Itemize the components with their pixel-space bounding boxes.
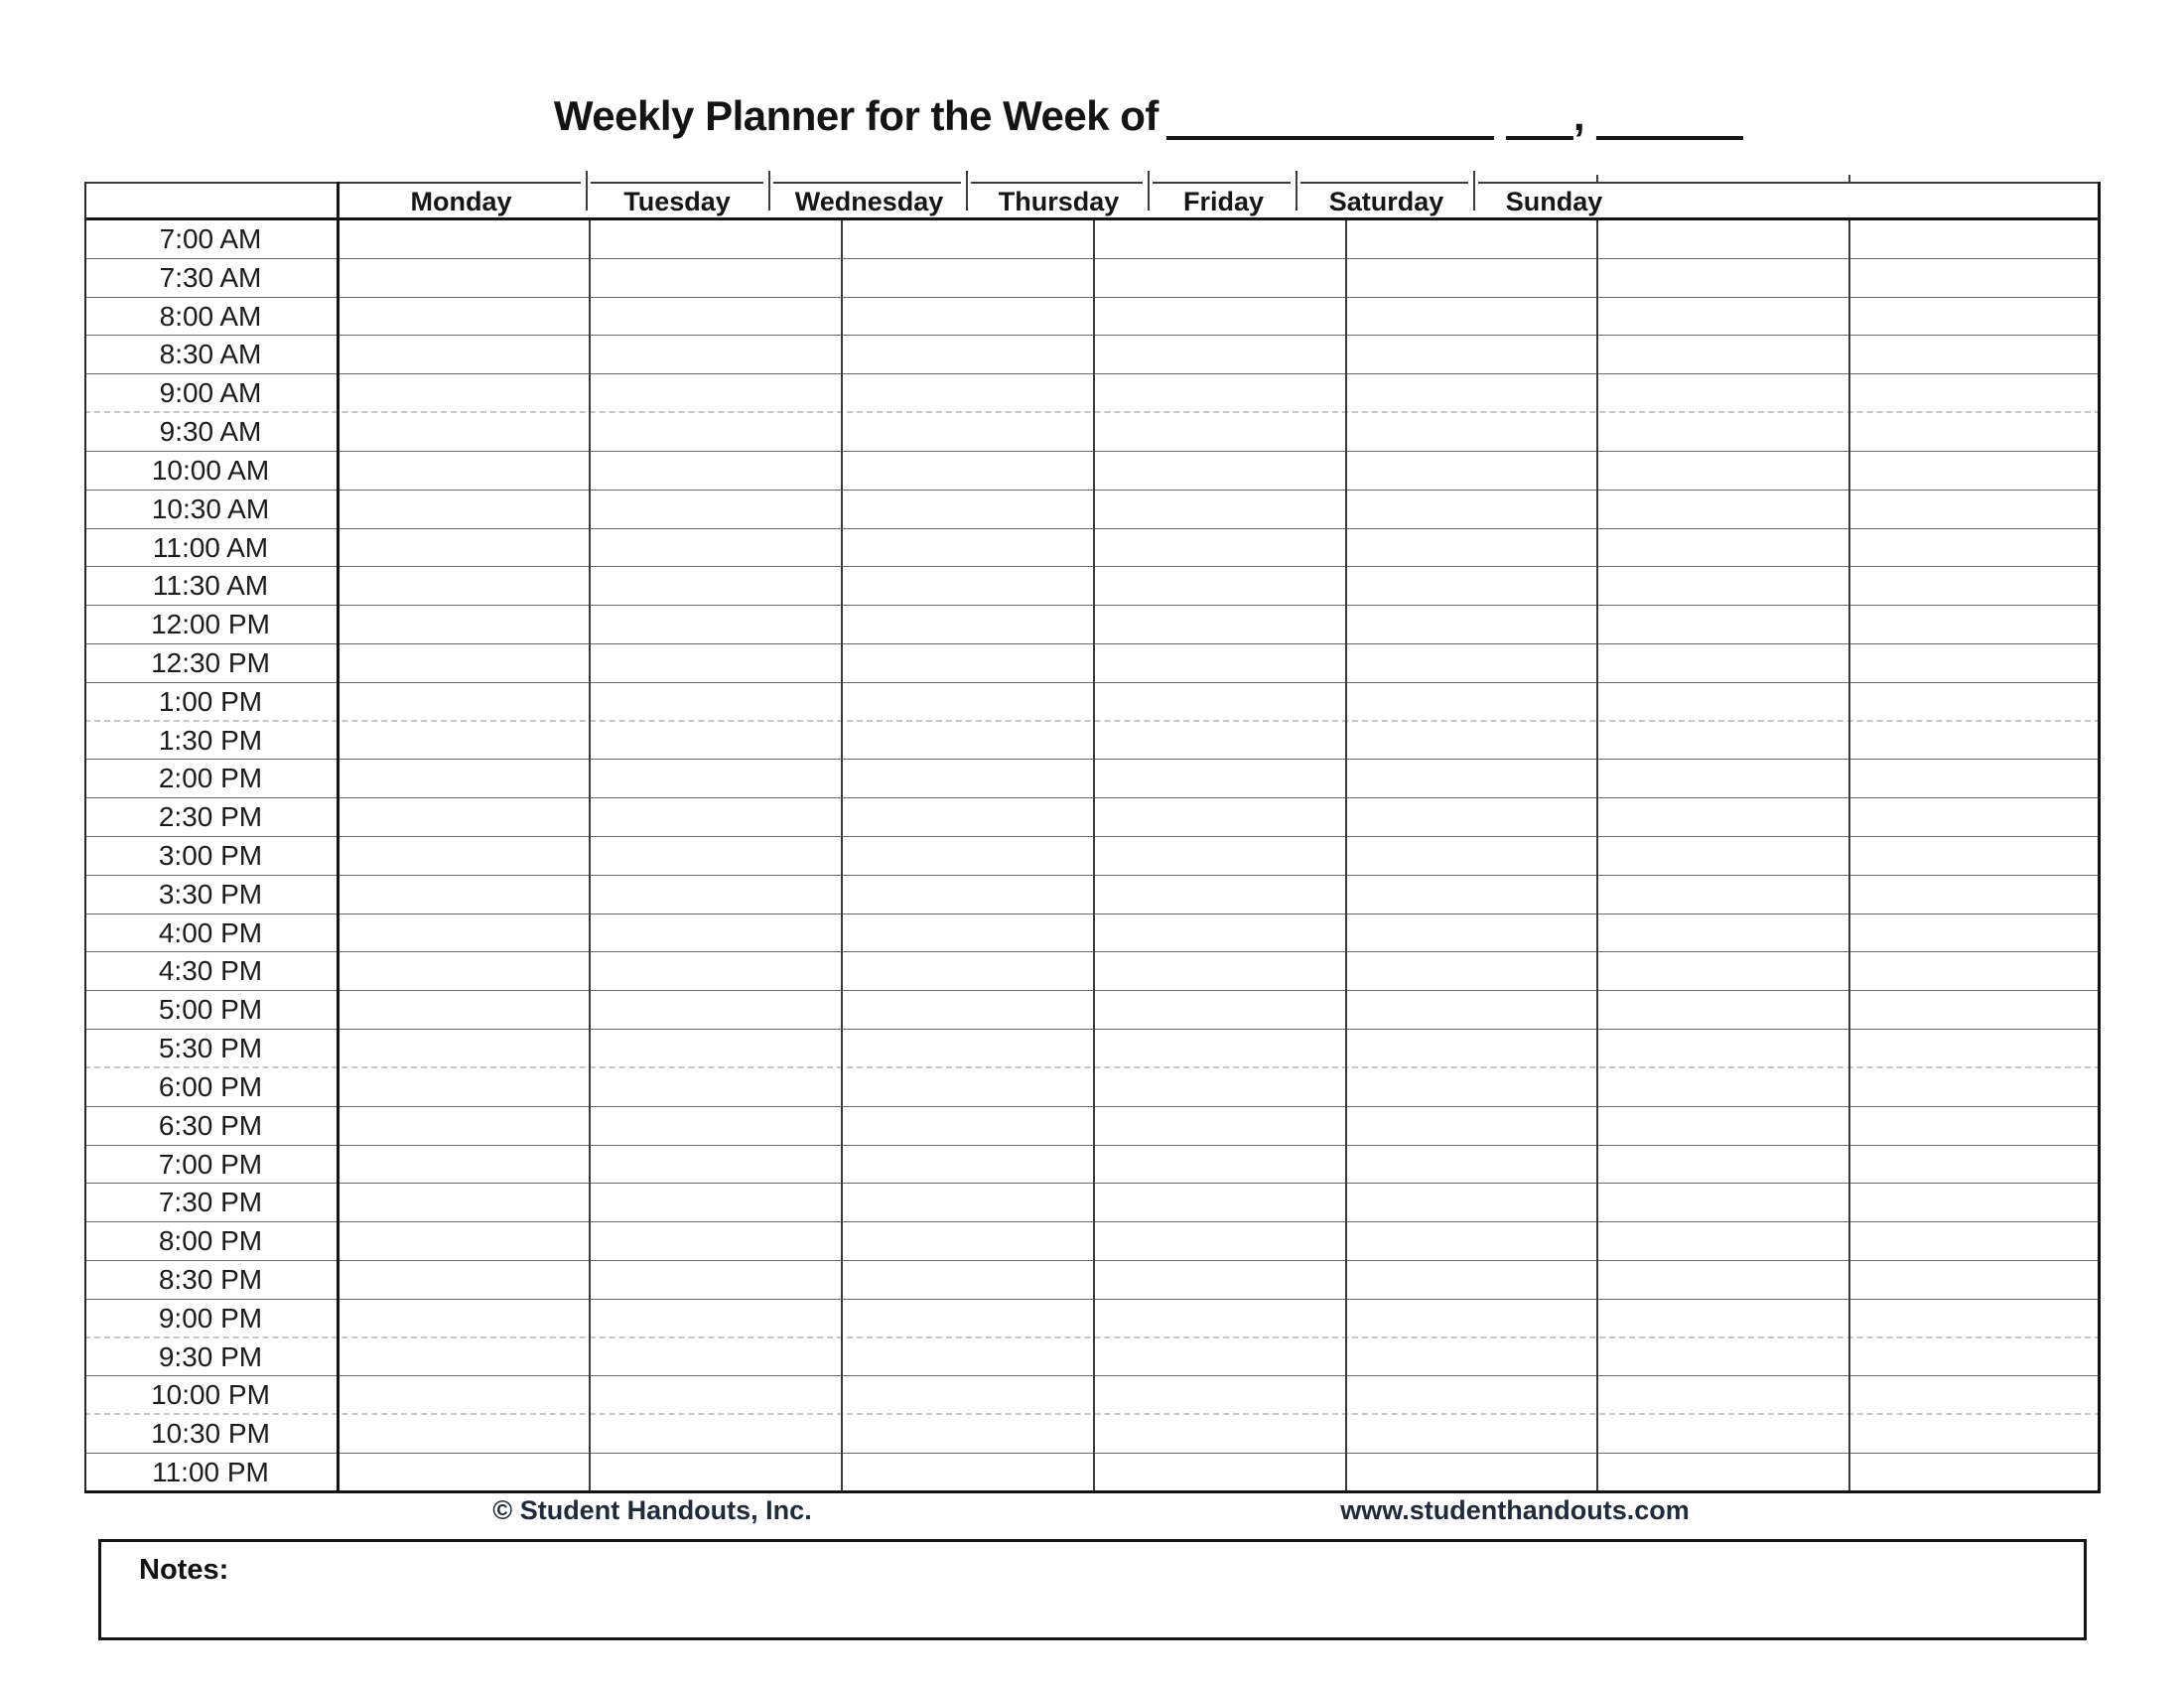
footer-website-link[interactable]: www.studenthandouts.com xyxy=(1340,1495,1690,1525)
header-separator-tick xyxy=(1296,171,1297,211)
column-divider xyxy=(1848,220,1850,1493)
header-separator-tick xyxy=(1148,171,1150,211)
day-header-saturday: Saturday xyxy=(1328,187,1444,216)
time-label: 9:00 PM xyxy=(158,1302,263,1334)
column-divider xyxy=(1596,220,1598,1493)
column-divider xyxy=(841,220,843,1493)
header-separator-tick xyxy=(1473,171,1475,211)
time-label: 10:00 PM xyxy=(151,1379,270,1411)
title-comma: , xyxy=(1572,92,1585,139)
time-label: 7:30 AM xyxy=(159,261,262,293)
time-label: 3:30 PM xyxy=(158,878,263,910)
time-label: 1:30 PM xyxy=(158,724,263,756)
notes-label: Notes: xyxy=(139,1554,229,1586)
time-label: 10:00 AM xyxy=(151,454,270,486)
time-label: 8:00 AM xyxy=(159,300,262,332)
time-label: 11:30 AM xyxy=(152,570,269,602)
time-label: 4:30 PM xyxy=(158,955,263,987)
column-top-tick xyxy=(1848,175,1850,184)
time-label: 11:00 AM xyxy=(152,531,269,563)
column-divider xyxy=(1345,220,1347,1493)
time-label: 12:00 PM xyxy=(151,609,270,640)
time-label: 12:30 PM xyxy=(151,646,270,678)
time-label: 9:30 AM xyxy=(159,416,262,448)
day-header-thursday: Thursday xyxy=(998,187,1120,216)
table-bottom-border xyxy=(84,1490,2101,1493)
notes-box[interactable] xyxy=(98,1539,2087,1640)
column-divider xyxy=(1093,220,1095,1493)
time-label: 7:00 PM xyxy=(158,1148,263,1180)
time-label: 6:00 PM xyxy=(158,1070,263,1102)
time-label: 10:30 AM xyxy=(151,492,270,524)
time-label: 8:30 PM xyxy=(158,1263,263,1295)
table-left-border xyxy=(84,182,86,1493)
planner-title xyxy=(554,92,1743,140)
time-label: 2:30 PM xyxy=(158,801,263,833)
time-label: 3:00 PM xyxy=(158,840,263,871)
title-blank-year[interactable] xyxy=(1596,100,1743,140)
table-header-row xyxy=(84,182,2101,220)
time-label: 7:00 AM xyxy=(159,223,262,254)
time-label: 8:00 PM xyxy=(158,1225,263,1257)
header-separator-tick xyxy=(768,171,770,211)
day-header-monday: Monday xyxy=(410,187,512,216)
time-label: 2:00 PM xyxy=(158,763,263,794)
day-header-tuesday: Tuesday xyxy=(623,187,731,216)
footer-copyright: © Student Handouts, Inc. xyxy=(492,1495,812,1525)
time-label: 5:00 PM xyxy=(158,994,263,1026)
header-separator-tick xyxy=(966,171,968,211)
time-label: 4:00 PM xyxy=(158,916,263,948)
day-header-friday: Friday xyxy=(1182,187,1265,216)
day-header-sunday: Sunday xyxy=(1505,187,1603,216)
table-right-border xyxy=(2098,182,2101,1493)
day-header-wednesday: Wednesday xyxy=(794,187,944,216)
time-label: 11:00 PM xyxy=(152,1457,269,1487)
time-label: 10:30 PM xyxy=(151,1418,270,1450)
title-blank-date[interactable] xyxy=(1166,100,1494,140)
title-text: Weekly Planner for the Week of xyxy=(553,92,1159,139)
time-label: 1:00 PM xyxy=(158,685,263,717)
time-column-divider xyxy=(337,182,340,1493)
time-label: 9:00 AM xyxy=(159,377,262,409)
time-label: 9:30 PM xyxy=(158,1340,263,1372)
weekly-planner-table xyxy=(84,182,2101,1493)
title-blank-day[interactable] xyxy=(1506,100,1573,140)
time-label: 7:30 PM xyxy=(158,1187,263,1218)
column-divider xyxy=(589,220,591,1493)
time-label: 8:30 AM xyxy=(159,339,262,370)
time-label: 5:30 PM xyxy=(158,1033,263,1064)
time-label: 6:30 PM xyxy=(158,1109,263,1141)
